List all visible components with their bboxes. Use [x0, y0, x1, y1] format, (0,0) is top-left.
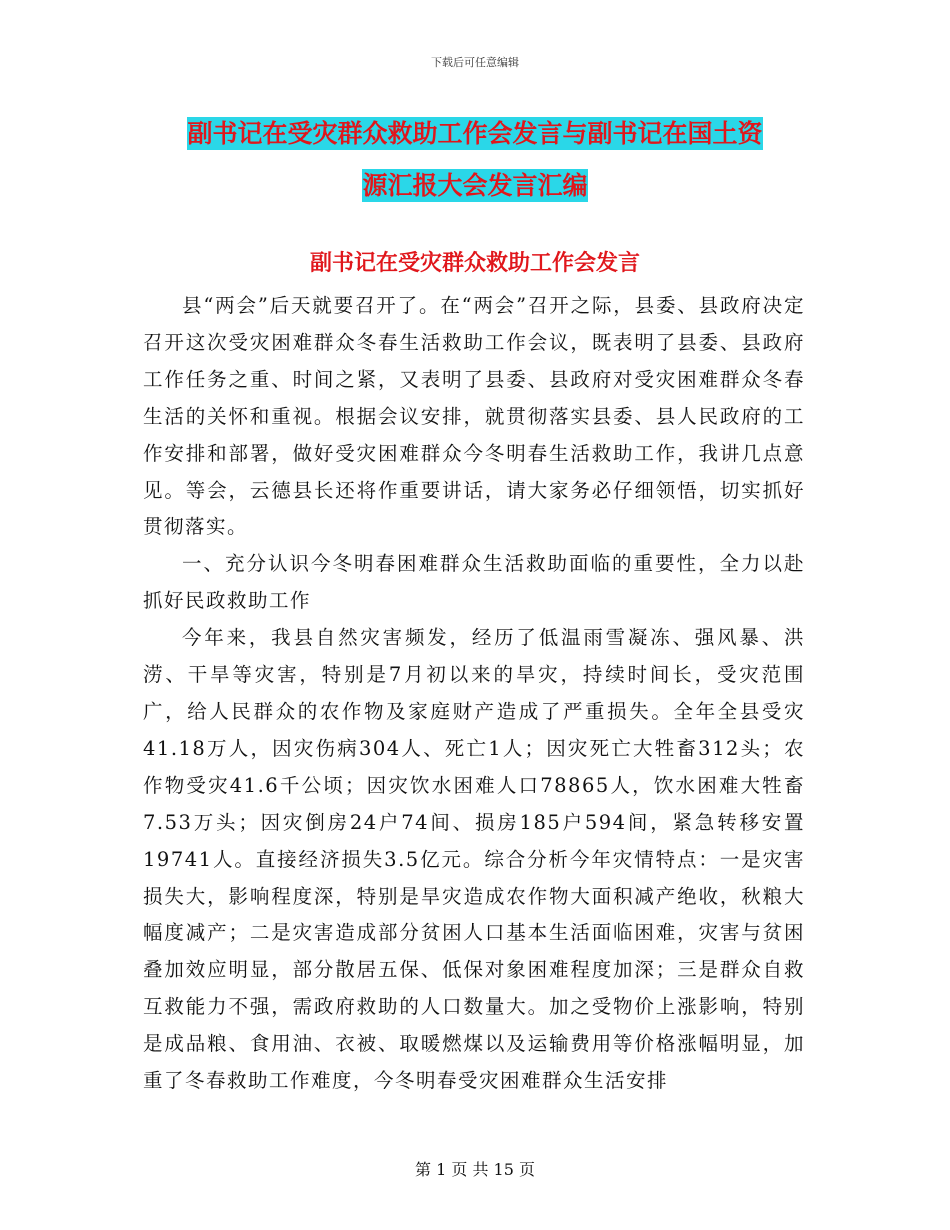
- body-text: [143, 288, 805, 1100]
- section-title: 副书记在受灾群众救助工作会发言: [309, 250, 640, 276]
- paragraph: 今年来，我县自然灾害频发，经历了低温雨雪凝冻、强风暴、洪涝、干旱等灾害，特别是7月初以来的旱灾，持续时间长，受灾范围广，给人民群众的农作物及家庭财产造成了严重损失。全年全县受灾41.18万人，因灾伤病304人、死亡1人；因灾死亡大牲畜312头；农作物受灾41.6千公顷；因灾饮水困难人口78865人，饮水困难大牲畜7.53万头；因灾倒房24户74间、损房185户594间，紧急转移安置19741人。直接经济损失3.5亿元。综合分析今年灾情特点：一是灾害损失大，影响程度深，特别是旱灾造成农作物大面积减产绝收，秋粮大幅度减产；二是灾害造成部分贫困人口基本生活面临困难，灾害与贫困叠加效应明显，部分散居五保、低保对象困难程度加深；三是群众自救互救能力不强，需政府救助的人口数量大。加之受物价上涨影响，特别是成品粮、食用油、衣被、取暖燃煤以及运输费用等价格涨幅明显，加重了冬春救助工作难度，今冬明春受灾困难群众生活安排: [143, 626, 805, 1093]
- document-title: [120, 108, 830, 212]
- document-title-line-1: 副书记在受灾群众救助工作会发言与副书记在国土资: [187, 119, 763, 148]
- page-footer: 第 1 页 共 15 页: [415, 1160, 535, 1179]
- document-title-line-2: 源汇报大会发言汇编: [362, 171, 588, 200]
- page-header: 下载后可任意编辑: [431, 56, 519, 69]
- paragraph: 县“两会”后天就要召开了。在“两会”召开之际，县委、县政府决定召开这次受灾困难群众冬春生活救助工作会议，既表明了县委、县政府工作任务之重、时间之紧，又表明了县委、县政府对受灾困难群众冬春生活的关怀和重视。根据会议安排，就贯彻落实县委、县人民政府的工作安排和部署，做好受灾困难群众今冬明春生活救助工作，我讲几点意见。等会，云德县长还将作重要讲话，请大家务必仔细领悟，切实抓好贯彻落实。: [143, 294, 805, 539]
- paragraph: 一、充分认识今冬明春困难群众生活救助面临的重要性，全力以赴抓好民政救助工作: [143, 552, 805, 613]
